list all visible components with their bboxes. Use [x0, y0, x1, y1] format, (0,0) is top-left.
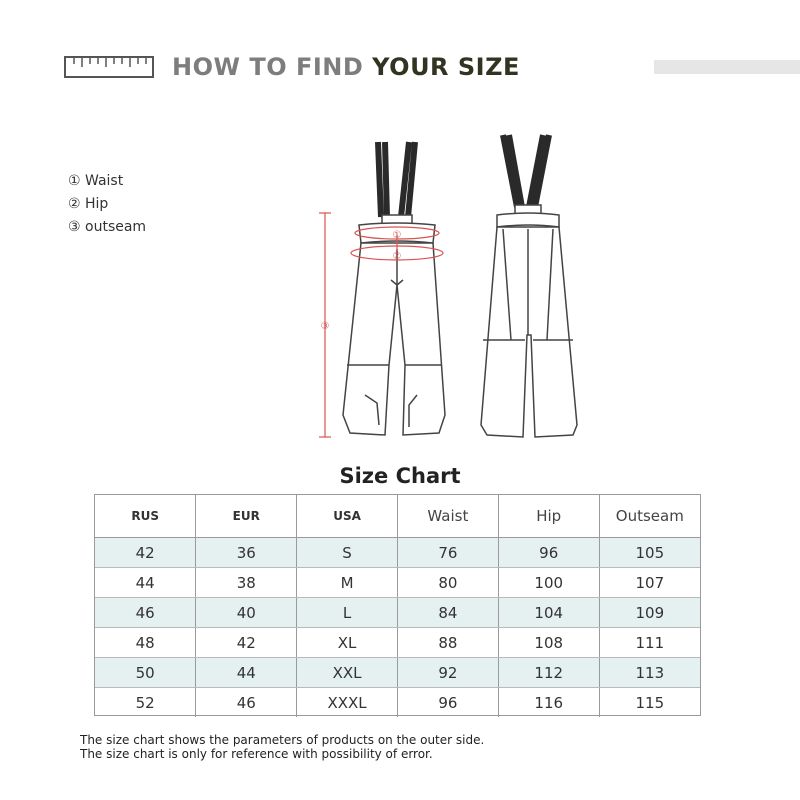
column-header-outseam: Outseam [599, 495, 700, 538]
column-header-rus: RUS [95, 495, 196, 538]
table-cell: XXXL [297, 688, 398, 718]
table-cell: 42 [95, 538, 196, 568]
table-cell: XL [297, 628, 398, 658]
table-cell: 111 [599, 628, 700, 658]
outseam-marker: ③ [320, 321, 330, 332]
table-row [95, 538, 700, 568]
legend-item-waist [68, 170, 146, 193]
pants-diagram [305, 125, 605, 445]
title-part-1: HOW TO FIND [172, 53, 364, 81]
table-cell: 48 [95, 628, 196, 658]
decorative-bar [654, 60, 800, 74]
table-cell: 88 [397, 628, 498, 658]
table-cell: 44 [196, 658, 297, 688]
table-cell: 107 [599, 568, 700, 598]
size-chart-notes [80, 733, 484, 761]
table-cell: 40 [196, 598, 297, 628]
waist-marker: ① [392, 230, 402, 241]
table-row [95, 568, 700, 598]
table-cell: 36 [196, 538, 297, 568]
legend-item-hip [68, 193, 146, 216]
pants-back-illustration [481, 135, 577, 437]
table-cell: 46 [95, 598, 196, 628]
legend-label: Hip [85, 196, 109, 212]
table-cell: 115 [599, 688, 700, 718]
table-cell: 50 [95, 658, 196, 688]
table-cell: 76 [397, 538, 498, 568]
column-header-waist: Waist [397, 495, 498, 538]
header [0, 0, 800, 120]
note-line: The size chart is only for reference with possibility of error. [80, 747, 433, 761]
table-cell: 96 [498, 538, 599, 568]
note-line: The size chart shows the parameters of products on the outer side. [80, 733, 485, 747]
column-header-hip: Hip [498, 495, 599, 538]
hip-marker: ② [392, 251, 402, 262]
table-cell: 96 [397, 688, 498, 718]
table-cell: 38 [196, 568, 297, 598]
title-part-2: YOUR SIZE [372, 53, 520, 81]
table-cell: 104 [498, 598, 599, 628]
table-cell: 80 [397, 568, 498, 598]
legend-item-outseam [68, 216, 146, 239]
table-cell: 84 [397, 598, 498, 628]
legend-marker: ③ [68, 219, 81, 235]
table-cell: 42 [196, 628, 297, 658]
table-header-row [95, 495, 700, 538]
legend-label: Waist [85, 173, 124, 189]
table-cell: 116 [498, 688, 599, 718]
page-title [172, 53, 520, 81]
column-header-eur: EUR [196, 495, 297, 538]
table-cell: 112 [498, 658, 599, 688]
legend-marker: ① [68, 173, 81, 189]
ruler-icon [64, 55, 154, 79]
size-chart-table [94, 494, 701, 716]
table-cell: 44 [95, 568, 196, 598]
column-header-usa: USA [297, 495, 398, 538]
table-row [95, 688, 700, 718]
table-cell: 113 [599, 658, 700, 688]
table-cell: XXL [297, 658, 398, 688]
table-cell: 46 [196, 688, 297, 718]
size-chart-title: Size Chart [339, 464, 461, 488]
table-cell: M [297, 568, 398, 598]
table-cell: S [297, 538, 398, 568]
table-cell: L [297, 598, 398, 628]
table-cell: 92 [397, 658, 498, 688]
table-cell: 108 [498, 628, 599, 658]
table-row [95, 598, 700, 628]
table-cell: 52 [135, 693, 155, 712]
table-row [95, 628, 700, 658]
legend-label: outseam [85, 219, 147, 235]
table-cell: 105 [599, 538, 700, 568]
table-cell: 109 [599, 598, 700, 628]
table-row [95, 658, 700, 688]
legend-marker: ② [68, 196, 81, 212]
table-cell: 100 [498, 568, 599, 598]
measurement-legend [68, 170, 146, 239]
pants-front-illustration [343, 142, 445, 435]
